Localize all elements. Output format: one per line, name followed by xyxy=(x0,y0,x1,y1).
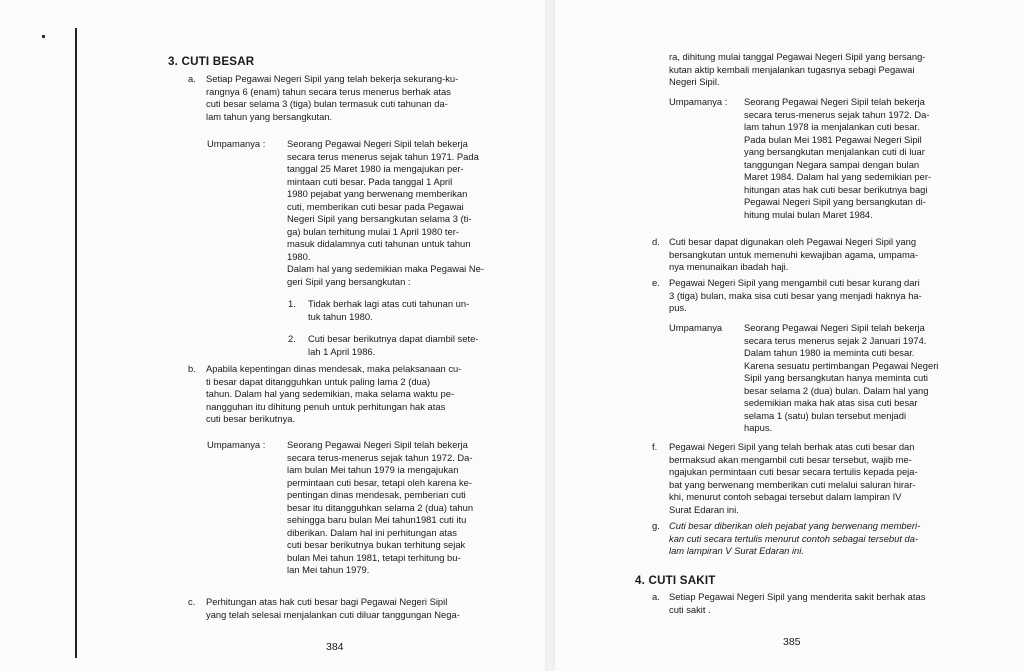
item-f-text: Pegawai Negeri Sipil yang telah berhak atas cuti besar dan bermaksud akan mengambil cuti besar tersebut, wajib me- ngajukan permintaan cuti besar secara tertulis kepada peja- bat yang berwenang memberikan cuti melalui saluran hirar- khi, menurut contoh sebagai tersebut dalam lampiran IV Surat Edaran ini. xyxy=(669,441,918,515)
item-c-text: Perhitungan atas hak cuti besar bagi Pegawai Negeri Sipil yang telah selesai menjalankan cuti diluar tanggungan Nega- xyxy=(206,596,460,620)
example-e-label: Umpamanya xyxy=(669,322,723,333)
example-c-label: Umpamanya : xyxy=(669,96,728,107)
page-number-right: 385 xyxy=(783,636,801,648)
item-c-label: c. xyxy=(188,596,196,607)
item-e-text: Pegawai Negeri Sipil yang mengambil cuti besar kurang dari 3 (tiga) bulan, maka sisa cuti besar yang menjadi haknya ha- pus. xyxy=(669,277,922,313)
sakit-item-a-text: Setiap Pegawai Negeri Sipil yang menderita sakit berhak atas cuti sakit . xyxy=(669,591,926,615)
section-heading-cuti-besar: 3. CUTI BESAR xyxy=(168,55,255,68)
item-g-text: Cuti besar diberikan oleh pejabat yang berwenang memberi- kan cuti secara tertulis menurut contoh sebagai tersebut da- lam lampiran V Surat Edaran ini. xyxy=(669,520,921,556)
scan-mark xyxy=(42,35,45,38)
example-a-text: Seorang Pegawai Negeri Sipil telah bekerja secara terus menerus sejak tahun 1971. Pada tanggal 25 Maret 1980 ia mengajukan per- mintaan cuti besar. Pada tanggal 1 April 1980 pejabat yang berwenang memberikan cuti, memberikan cuti besar pada Pegawai Negeri Sipil yang bersangkutan selama 3 (ti- ga) bulan terhitung mulai 1 April 1980 ter- masuk didalamnya cuti tahunan untuk tahun 1980. Dalam hal yang sedemikian maka Pegawai Ne- geri Sipil yang bersangkutan : xyxy=(287,138,484,287)
item-f-label: f. xyxy=(652,441,658,452)
item-d-text: Cuti besar dapat digunakan oleh Pegawai Negeri Sipil yang bersangkutan untuk memenuhi kewajiban agama, umpama- nya menunaikan ibadah haji. xyxy=(669,236,919,272)
item-d-label: d. xyxy=(652,236,660,247)
sakit-item-a-label: a. xyxy=(652,591,660,602)
example-c-text: Seorang Pegawai Negeri Sipil telah bekerja secara terus-menerus sejak tahun 1972. Da- lam tahun 1978 ia menjalankan cuti besar. Pada bulan Mei 1981 Pegawai Negeri Sipil yang bersangkutan menjalankan cuti di luar tanggungan Negara sampai dengan bulan Maret 1984. Dalam hal yang sedemikian per- hitungan atas hak cuti besar berikutnya bagi Pegawai Negeri Sipil yang bersangkutan di- hitung mulai bulan Maret 1984. xyxy=(744,96,932,220)
section-heading-cuti-sakit: 4. CUTI SAKIT xyxy=(635,574,716,587)
example-e-text: Seorang Pegawai Negeri Sipil telah bekerja secara terus menerus sejak 2 Januari 1974. Dalam tahun 1980 ia meminta cuti besar. Karena sesuatu pertimbangan Pegawai Negeri Sipil yang bersangkutan hanya meminta cuti besar selama 2 (dua) bulan. Dalam hal yang sedemikian maka hak atas sisa cuti besar selama 1 (satu) bulan tersebut menjadi hapus. xyxy=(744,322,939,433)
page-number-left: 384 xyxy=(326,641,344,653)
item-b-label: b. xyxy=(188,363,196,374)
item-a-label: a. xyxy=(188,73,196,84)
example-b-label: Umpamanya : xyxy=(207,439,266,450)
item-g-label: g. xyxy=(652,520,660,531)
page-gutter xyxy=(545,0,555,671)
right-page xyxy=(555,0,1024,671)
sub-2-label: 2. xyxy=(288,333,296,344)
page-margin-rule xyxy=(75,28,77,658)
item-b-text: Apabila kepentingan dinas mendesak, maka pelaksanaan cu- ti besar dapat ditangguhkan untuk paling lama 2 (dua) tahun. Dalam hal yang sedemikian, maka selama waktu pe- nangguhan itu dihitung penuh untuk perhitungan hak atas cuti besar berikutnya. xyxy=(206,363,462,424)
sub-1-text: Tidak berhak lagi atas cuti tahunan un- tuk tahun 1980. xyxy=(308,298,470,322)
sub-1-label: 1. xyxy=(288,298,296,309)
example-b-text: Seorang Pegawai Negeri Sipil telah bekerja secara terus-menerus sejak tahun 1972. Da- lam bulan Mei tahun 1979 ia mengajukan permintaan cuti besar, tetapi oleh karena ke- pentingan dinas mendesak, pemberian cuti besar itu ditangguhkan selama 2 (dua) tahun sehingga baru bulan Mei tahun1981 cuti itu diberikan. Dalam hal ini perhitungan atas cuti besar berikutnya bukan terhitung sejak bulan Mei tahun 1981, tetapi terhitung bu- lan Mei tahun 1979. xyxy=(287,439,474,575)
item-a-text: Setiap Pegawai Negeri Sipil yang telah bekerja sekurang-ku- rangnya 6 (enam) tahun secara terus menerus berhak atas cuti besar selama 3 (tiga) bulan termasuk cuti tahunan da- lam tahun yang bersangkutan. xyxy=(206,73,459,122)
sub-2-text: Cuti besar berikutnya dapat diambil sete- lah 1 April 1986. xyxy=(308,333,479,357)
item-c-continued-text: ra, dihitung mulai tanggal Pegawai Negeri Sipil yang bersang- kutan aktip kembali menjalankan tugasnya sebagi Pegawai Negeri Sipil. xyxy=(669,51,926,87)
item-e-label: e. xyxy=(652,277,660,288)
example-a-label: Umpamanya : xyxy=(207,138,266,149)
